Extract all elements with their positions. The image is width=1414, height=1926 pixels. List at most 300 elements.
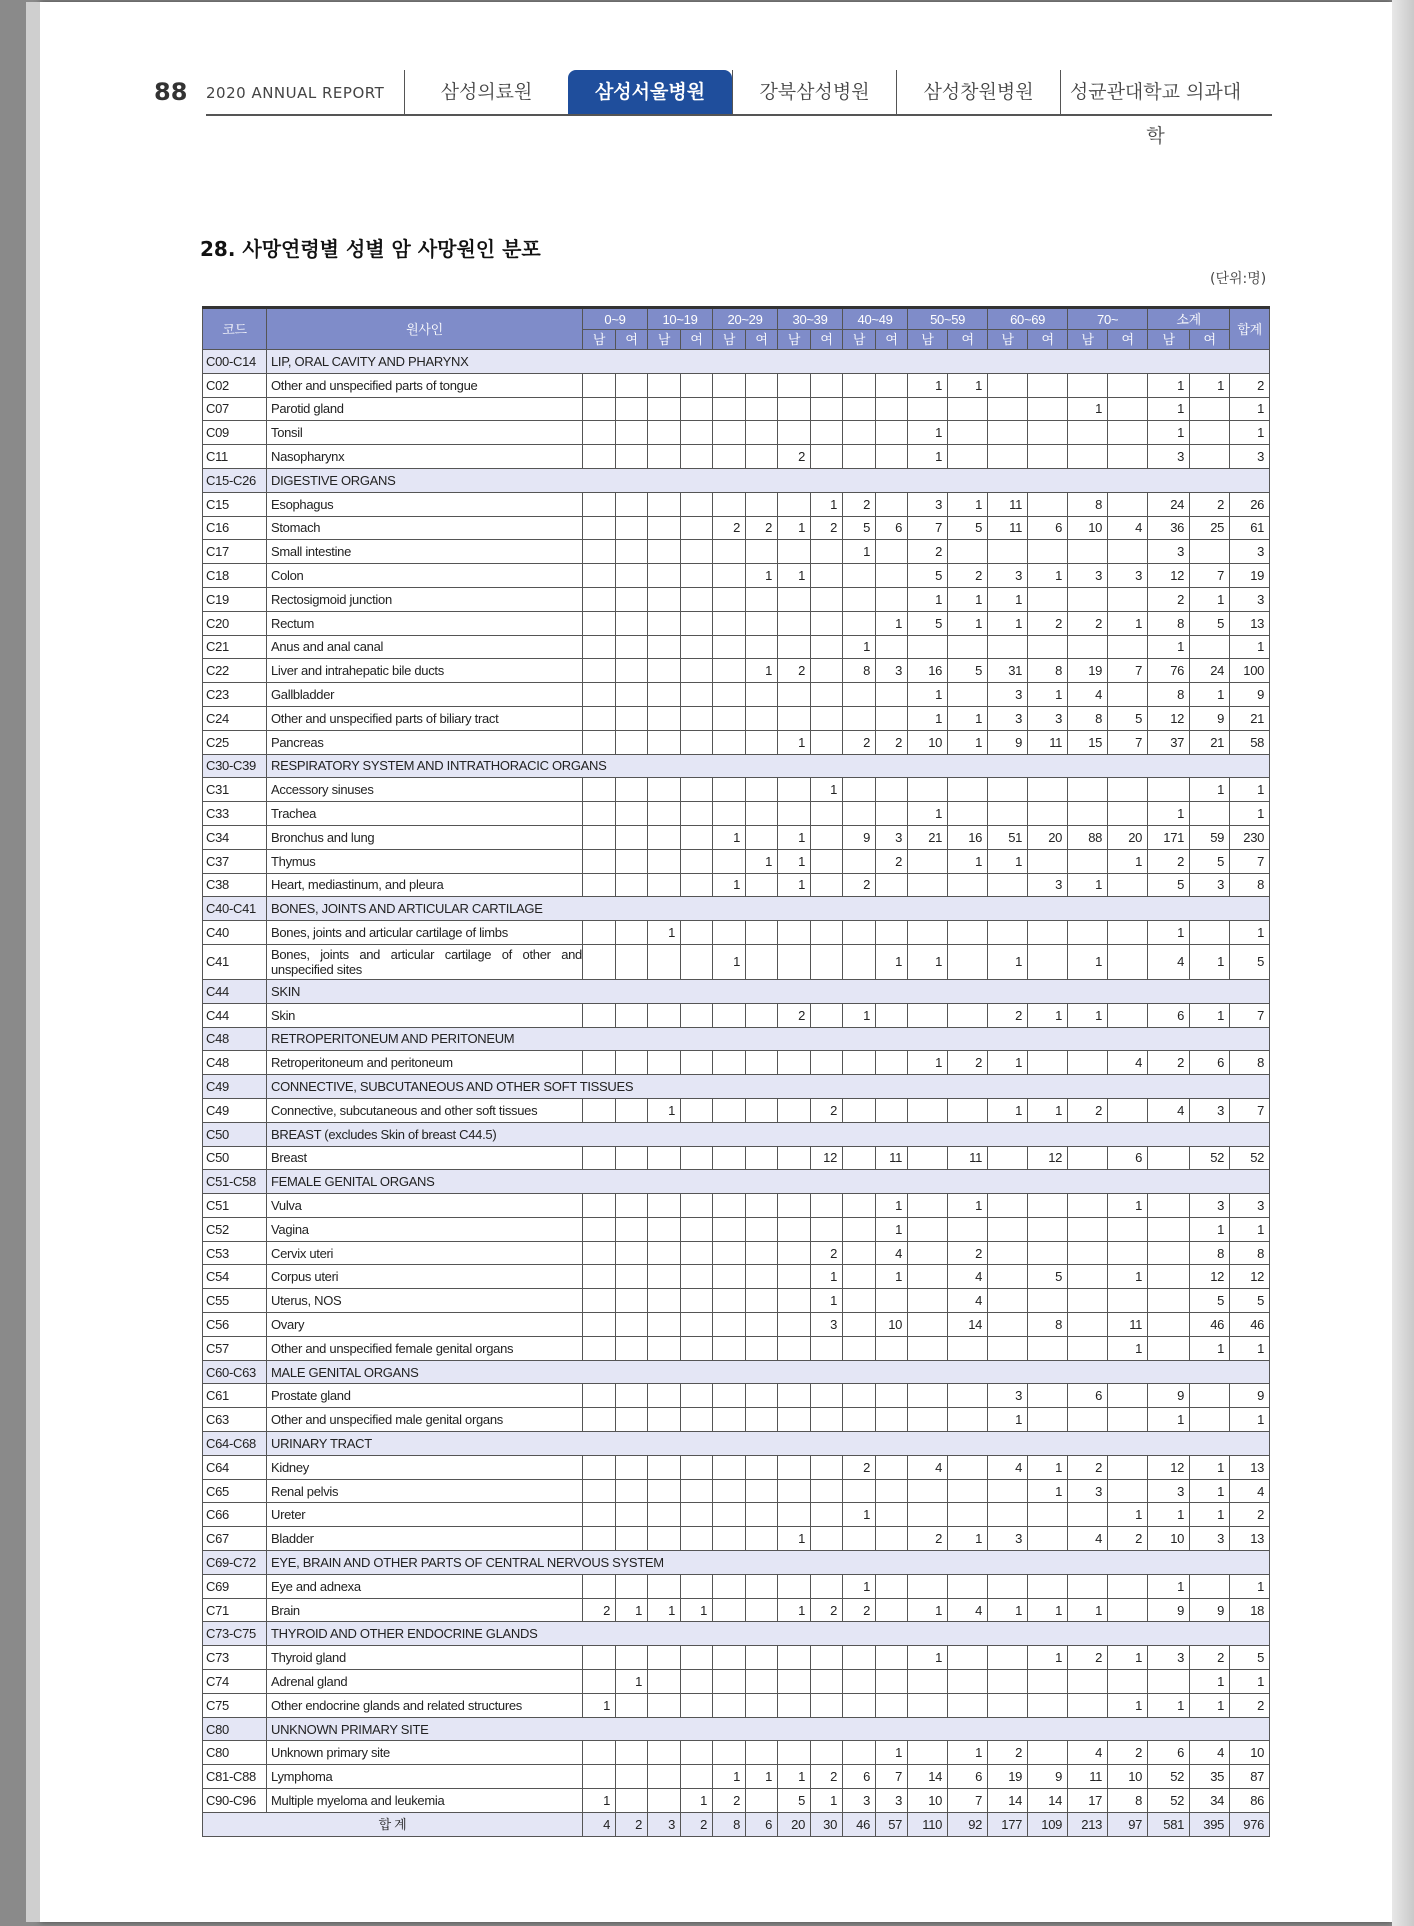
value-cell: 12 [1148,564,1190,588]
tab-1[interactable]: 삼성서울병원 [568,70,732,114]
value-cell [583,611,616,635]
value-cell: 51 [988,825,1028,849]
value-cell: 5 [1230,1646,1270,1670]
value-cell [616,445,648,469]
section-row [203,468,1270,492]
tab-2[interactable]: 강북삼성병원 [732,70,896,114]
value-cell: 1 [1148,802,1190,826]
value-cell [616,1051,648,1075]
value-cell [681,1194,713,1218]
value-cell: 1 [876,1217,908,1241]
value-cell: 19 [988,1765,1028,1789]
tab-0[interactable]: 삼성의료원 [404,70,568,114]
row-cause: Corpus uteri [267,1265,583,1289]
value-cell [746,1408,778,1432]
value-cell [811,1455,843,1479]
row-code: C33 [203,802,267,826]
value-cell [876,635,908,659]
value-cell: 1 [908,587,948,611]
value-cell: 6 [948,1765,988,1789]
section-code: C15-C26 [203,468,267,492]
value-cell [876,397,908,421]
value-cell [583,635,616,659]
value-cell: 1 [1108,1646,1148,1670]
value-cell [713,1693,746,1717]
value-cell: 1 [988,849,1028,873]
value-cell: 1 [948,373,988,397]
table-title: 28. 사망연령별 성별 암 사망원인 분포 [200,237,541,261]
value-cell: 2 [1068,1455,1108,1479]
value-cell: 1 [778,1598,811,1622]
tab-3[interactable]: 삼성창원병원 [896,70,1060,114]
section-code: C69-C72 [203,1551,267,1575]
row-code: C65 [203,1479,267,1503]
value-cell: 3 [1148,1479,1190,1503]
value-cell [713,1646,746,1670]
value-cell [1190,802,1230,826]
row-code: C73 [203,1646,267,1670]
value-cell [843,1384,876,1408]
section-title: UNKNOWN PRIMARY SITE [267,1717,1270,1741]
value-cell [843,611,876,635]
value-cell [876,873,908,897]
value-cell [616,1741,648,1765]
value-cell: 1 [778,873,811,897]
value-cell: 12 [1148,1455,1190,1479]
row-cause: Lymphoma [267,1765,583,1789]
value-cell [1028,1241,1068,1265]
row-code: C34 [203,825,267,849]
value-cell: 1 [811,1789,843,1813]
value-cell: 25 [1190,516,1230,540]
value-cell [583,421,616,445]
value-cell: 5 [1108,706,1148,730]
value-cell [1190,1384,1230,1408]
value-cell: 15 [1068,730,1108,754]
value-cell [648,1455,681,1479]
value-cell [681,683,713,707]
value-cell [1028,445,1068,469]
row-cause: Other and unspecified parts of tongue [267,373,583,397]
value-cell: 52 [1230,1146,1270,1170]
table-row [203,421,1270,445]
value-cell [648,1693,681,1717]
value-cell [713,778,746,802]
value-cell [811,611,843,635]
value-cell [1028,778,1068,802]
value-cell: 2 [1190,492,1230,516]
value-cell [948,1384,988,1408]
value-cell: 3 [876,1789,908,1813]
value-cell [681,373,713,397]
value-cell [908,1003,948,1027]
value-cell [843,1670,876,1694]
value-cell [948,1336,988,1360]
row-code: C66 [203,1503,267,1527]
total-cell: 20 [778,1812,811,1836]
row-cause: Bladder [267,1527,583,1551]
value-cell [948,1455,988,1479]
section-title: URINARY TRACT [267,1432,1270,1456]
value-cell [778,611,811,635]
row-cause: Gallbladder [267,683,583,707]
value-cell [811,1479,843,1503]
value-cell [681,397,713,421]
table-row [203,1146,1270,1170]
value-cell: 8 [1148,683,1190,707]
value-cell: 1 [746,564,778,588]
header-male: 남 [778,330,811,350]
value-cell [681,1765,713,1789]
header-rule [206,114,1272,116]
value-cell: 61 [1230,516,1270,540]
value-cell [988,373,1028,397]
value-cell [681,849,713,873]
value-cell [988,873,1028,897]
value-cell: 3 [1230,1194,1270,1218]
value-cell [778,1408,811,1432]
value-cell: 1 [713,944,746,979]
value-cell [1028,1384,1068,1408]
value-cell: 7 [1230,849,1270,873]
value-cell: 1 [1190,1003,1230,1027]
table-row [203,1670,1270,1694]
value-cell: 1 [843,1503,876,1527]
value-cell [746,1003,778,1027]
value-cell [648,1527,681,1551]
total-cell: 30 [811,1812,843,1836]
value-cell [616,1789,648,1813]
value-cell [681,540,713,564]
value-cell: 3 [1148,1646,1190,1670]
value-cell [843,683,876,707]
value-cell: 12 [1230,1265,1270,1289]
value-cell: 4 [1068,683,1108,707]
row-cause: Nasopharynx [267,445,583,469]
value-cell [713,1479,746,1503]
value-cell: 1 [1230,635,1270,659]
section-title: BREAST (excludes Skin of breast C44.5) [267,1122,1270,1146]
value-cell [876,1646,908,1670]
value-cell: 2 [843,873,876,897]
value-cell [876,1574,908,1598]
value-cell [908,1574,948,1598]
value-cell [778,587,811,611]
header-age-8: 소계 [1148,308,1230,330]
value-cell [778,1693,811,1717]
value-cell: 1 [778,730,811,754]
row-cause: Bones, joints and articular cartilage of limbs [267,921,583,945]
value-cell: 1 [1190,1455,1230,1479]
value-cell [908,1313,948,1337]
value-cell [778,540,811,564]
value-cell [681,778,713,802]
row-code: C17 [203,540,267,564]
value-cell [843,1646,876,1670]
value-cell [1108,492,1148,516]
table-row [203,1313,1270,1337]
row-cause: Prostate gland [267,1384,583,1408]
value-cell [843,1313,876,1337]
value-cell: 6 [1028,516,1068,540]
value-cell [681,1503,713,1527]
value-cell [811,921,843,945]
value-cell: 2 [948,1241,988,1265]
table-row [203,802,1270,826]
value-cell [648,1646,681,1670]
row-cause: Thyroid gland [267,1646,583,1670]
value-cell [648,825,681,849]
value-cell: 1 [988,587,1028,611]
value-cell: 3 [908,492,948,516]
header-age-0: 0~9 [583,308,648,330]
value-cell [713,1313,746,1337]
value-cell: 11 [876,1146,908,1170]
row-code: C55 [203,1289,267,1313]
value-cell [1028,540,1068,564]
value-cell [948,1693,988,1717]
value-cell: 1 [1148,1408,1190,1432]
value-cell: 10 [1108,1765,1148,1789]
value-cell: 1 [1028,1646,1068,1670]
value-cell [948,1217,988,1241]
value-cell [843,564,876,588]
value-cell: 1 [988,1051,1028,1075]
value-cell: 34 [1190,1789,1230,1813]
value-cell: 2 [811,1765,843,1789]
value-cell [811,1217,843,1241]
value-cell [811,1003,843,1027]
value-cell [681,1003,713,1027]
row-cause: Uterus, NOS [267,1289,583,1313]
value-cell [778,421,811,445]
value-cell: 1 [1108,1336,1148,1360]
value-cell [713,659,746,683]
value-cell [1028,1336,1068,1360]
section-title: EYE, BRAIN AND OTHER PARTS OF CENTRAL NERVOUS SYSTEM [267,1551,1270,1575]
value-cell [948,1003,988,1027]
value-cell: 2 [948,564,988,588]
value-cell [648,1265,681,1289]
value-cell: 3 [1148,445,1190,469]
value-cell: 4 [1108,1051,1148,1075]
value-cell: 1 [1230,397,1270,421]
value-cell [1068,778,1108,802]
value-cell: 1 [1190,1479,1230,1503]
value-cell [876,1051,908,1075]
value-cell: 230 [1230,825,1270,849]
value-cell [713,1670,746,1694]
section-row [203,1360,1270,1384]
value-cell: 1 [988,1598,1028,1622]
value-cell [648,1479,681,1503]
value-cell: 46 [1230,1313,1270,1337]
value-cell: 2 [876,849,908,873]
value-cell: 1 [1230,1408,1270,1432]
value-cell [811,397,843,421]
total-cell: 46 [843,1812,876,1836]
value-cell: 1 [1068,944,1108,979]
header-age-4: 40~49 [843,308,908,330]
value-cell [811,659,843,683]
value-cell [746,492,778,516]
table-row [203,1646,1270,1670]
value-cell [908,1336,948,1360]
value-cell [876,1479,908,1503]
value-cell: 12 [1190,1265,1230,1289]
value-cell [681,1051,713,1075]
value-cell [713,849,746,873]
header-code: 코드 [203,308,267,350]
value-cell: 7 [876,1765,908,1789]
row-code: C11 [203,445,267,469]
value-cell [648,564,681,588]
value-cell [1190,397,1230,421]
value-cell [681,825,713,849]
value-cell [583,944,616,979]
value-cell: 13 [1230,1527,1270,1551]
value-cell [713,1574,746,1598]
value-cell [616,921,648,945]
value-cell: 3 [988,1527,1028,1551]
value-cell [1028,587,1068,611]
value-cell [648,1408,681,1432]
header-female: 여 [1028,330,1068,350]
value-cell [616,1313,648,1337]
value-cell [713,802,746,826]
value-cell [648,944,681,979]
value-cell [988,1574,1028,1598]
value-cell [876,421,908,445]
table-row [203,1289,1270,1313]
value-cell: 1 [908,944,948,979]
value-cell [681,1241,713,1265]
value-cell: 3 [1230,587,1270,611]
value-cell [908,1098,948,1122]
value-cell [583,1479,616,1503]
value-cell: 52 [1148,1789,1190,1813]
value-cell [616,1574,648,1598]
value-cell [746,1455,778,1479]
header-age-1: 10~19 [648,308,713,330]
value-cell: 2 [1148,849,1190,873]
value-cell [583,778,616,802]
value-cell: 7 [1230,1003,1270,1027]
value-cell [988,802,1028,826]
value-cell: 4 [948,1289,988,1313]
value-cell [778,373,811,397]
value-cell [1108,1455,1148,1479]
header-female: 여 [811,330,843,350]
value-cell [908,849,948,873]
value-cell [988,445,1028,469]
value-cell: 1 [648,1098,681,1122]
row-code: C61 [203,1384,267,1408]
total-cell: 110 [908,1812,948,1836]
value-cell [713,1336,746,1360]
value-cell: 3 [1028,706,1068,730]
section-code: C30-C39 [203,754,267,778]
value-cell [948,873,988,897]
value-cell [583,492,616,516]
value-cell: 1 [948,1194,988,1218]
value-cell: 1 [1230,778,1270,802]
row-code: C56 [203,1313,267,1337]
value-cell: 26 [1230,492,1270,516]
value-cell [1108,1408,1148,1432]
section-code: C48 [203,1027,267,1051]
value-cell [1148,1217,1190,1241]
table-row [203,1384,1270,1408]
row-code: C40 [203,921,267,945]
value-cell [648,540,681,564]
section-row [203,897,1270,921]
value-cell: 1 [948,611,988,635]
table-row [203,873,1270,897]
value-cell [778,1479,811,1503]
total-cell: 92 [948,1812,988,1836]
tab-4[interactable]: 성균관대학교 의과대학 [1060,70,1250,114]
value-cell [583,1503,616,1527]
value-cell: 3 [1230,445,1270,469]
value-cell: 24 [1148,492,1190,516]
row-cause: Brain [267,1598,583,1622]
row-cause: Other and unspecified female genital organs [267,1336,583,1360]
value-cell [876,1408,908,1432]
value-cell: 1 [843,635,876,659]
value-cell: 1 [1190,1503,1230,1527]
value-cell: 9 [988,730,1028,754]
section-code: C49 [203,1075,267,1099]
row-code: C24 [203,706,267,730]
value-cell: 12 [1028,1146,1068,1170]
value-cell: 3 [811,1313,843,1337]
value-cell [713,1408,746,1432]
value-cell [1068,921,1108,945]
value-cell: 1 [713,825,746,849]
value-cell [778,492,811,516]
value-cell: 1 [1028,564,1068,588]
value-cell [648,659,681,683]
value-cell: 5 [843,516,876,540]
page-header [154,70,1272,147]
value-cell [713,1098,746,1122]
value-cell [1068,1265,1108,1289]
value-cell: 1 [778,849,811,873]
value-cell: 1 [876,1741,908,1765]
value-cell [811,373,843,397]
value-cell [948,421,988,445]
table-row [203,1098,1270,1122]
value-cell: 1 [681,1598,713,1622]
row-cause: Kidney [267,1455,583,1479]
value-cell: 2 [1028,611,1068,635]
value-cell [616,778,648,802]
value-cell [908,1384,948,1408]
value-cell: 3 [988,564,1028,588]
value-cell [1108,373,1148,397]
value-cell [778,1455,811,1479]
value-cell: 9 [1230,683,1270,707]
row-cause: Thymus [267,849,583,873]
value-cell: 1 [948,849,988,873]
value-cell [948,921,988,945]
value-cell [583,397,616,421]
value-cell [746,1098,778,1122]
row-code: C80 [203,1741,267,1765]
value-cell [616,1527,648,1551]
value-cell [778,683,811,707]
